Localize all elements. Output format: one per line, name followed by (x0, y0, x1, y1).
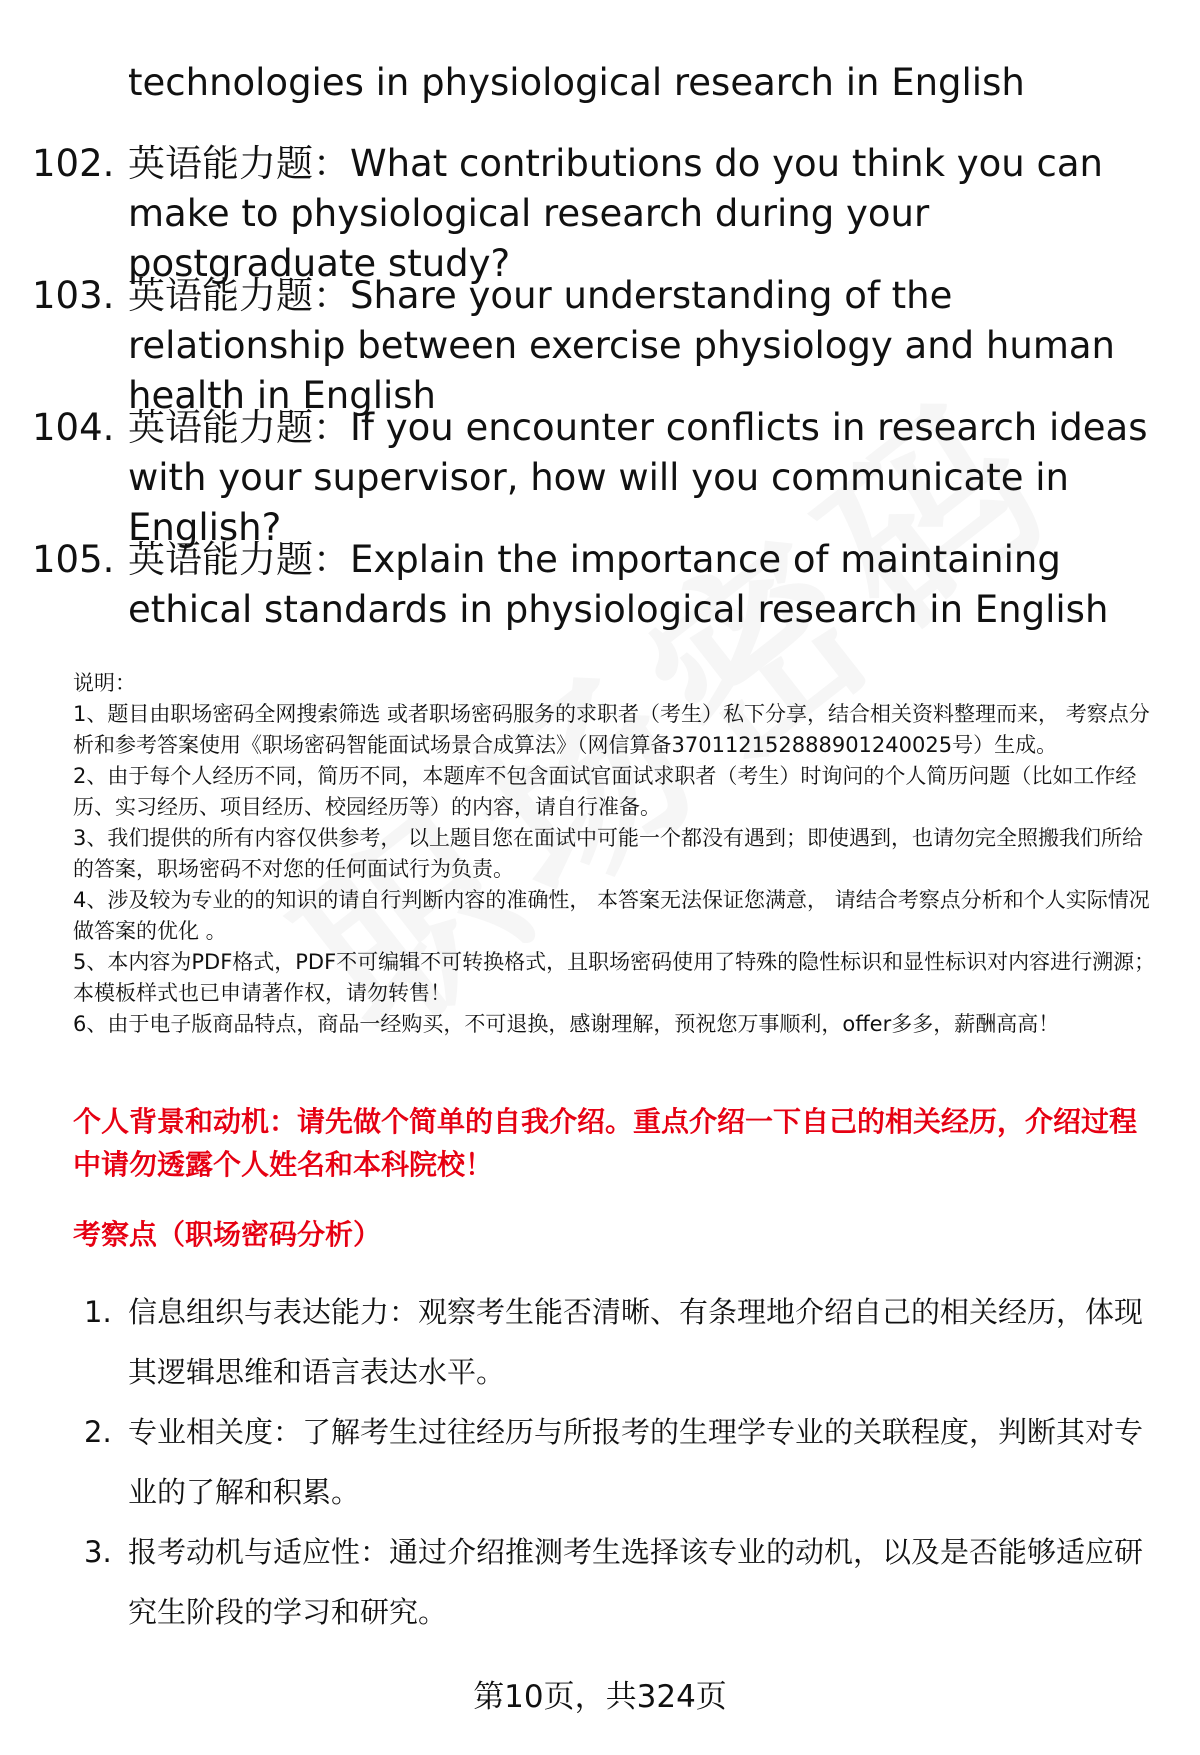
question-number: 102. (32, 142, 115, 185)
point-item (0, 1522, 1200, 1642)
point-item (0, 1402, 1200, 1522)
point-text: 信息组织与表达能力：观察考生能否清晰、有条理地介绍自己的相关经历，体现其逻辑思维和语言表达水平。 (128, 1295, 1144, 1389)
kaochadian-heading: 考察点（职场密码分析） (73, 1218, 382, 1251)
question-text: 英语能力题：What contributions do you think you can make to physiological research during your postgraduate study? (128, 142, 1103, 285)
notes-title: 说明： (73, 671, 136, 695)
question-continuation: technologies in physiological research in English (128, 61, 1025, 104)
point-text: 报考动机与适应性：通过介绍推测考生选择该专业的动机，以及是否能够适应研究生阶段的学习和研究。 (128, 1535, 1144, 1629)
point-text: 专业相关度：了解考生过往经历与所报考的生理学专业的关联程度，判断其对专业的了解和积累。 (128, 1415, 1144, 1509)
page-number-footer: 第10页，共324页 (473, 1679, 727, 1715)
note-item: 1、题目由职场密码全网搜索筛选 或者职场密码服务的求职者（考生）私下分享，结合相关资料整理而来， 考察点分析和参考答案使用《职场密码智能面试场景合成算法》（网信算备370112152888901240025号）生成。 (73, 702, 1150, 757)
question-number: 103. (32, 274, 115, 317)
question-text: 英语能力题：Share your understanding of the relationship between exercise physiology and human health in English (128, 274, 1115, 417)
point-number: 3. (84, 1535, 112, 1569)
note-item: 4、涉及较为专业的的知识的请自行判断内容的准确性， 本答案无法保证您满意， 请结合考察点分析和个人实际情况做答案的优化 。 (73, 888, 1150, 943)
point-number: 2. (84, 1415, 112, 1449)
point-item (0, 1282, 1200, 1402)
question-item (0, 535, 1200, 667)
note-item: 3、我们提供的所有内容仅供参考， 以上题目您在面试中可能一个都没有遇到；即使遇到，也请勿完全照搬我们所给的答案，职场密码不对您的任何面试行为负责。 (73, 826, 1144, 881)
points-list (0, 1282, 1200, 1642)
question-item (0, 271, 1200, 417)
note-item: 2、由于每个人经历不同，简历不同，本题库不包含面试官面试求职者（考生）时询问的个人简历问题（比如工作经历、实习经历、项目经历、校园经历等）的内容，请自行准备。 (73, 764, 1137, 819)
question-text: 英语能力题：If you encounter conflicts in research ideas with your supervisor, how will you communicate in English? (128, 406, 1148, 549)
question-list (0, 139, 1200, 667)
question-text: 英语能力题：Explain the importance of maintaining ethical standards in physiological research in English (128, 538, 1109, 631)
notes-section (73, 668, 1163, 1040)
question-number: 105. (32, 538, 115, 581)
note-item: 5、本内容为PDF格式，PDF不可编辑不可转换格式，且职场密码使用了特殊的隐性标识和显性标识对内容进行溯源；本模板样式也已申请著作权，请勿转售！ (73, 950, 1156, 1005)
question-number: 104. (32, 406, 115, 449)
main-question-heading: 个人背景和动机：请先做个简单的自我介绍。重点介绍一下自己的相关经历，介绍过程中请勿透露个人姓名和本科院校！ (73, 1105, 1138, 1181)
point-number: 1. (84, 1295, 112, 1329)
question-item (0, 139, 1200, 285)
note-item: 6、由于电子版商品特点，商品一经购买，不可退换，感谢理解，预祝您万事顺利，offer多多，薪酬高高！ (73, 1012, 1060, 1036)
question-item (0, 403, 1200, 549)
